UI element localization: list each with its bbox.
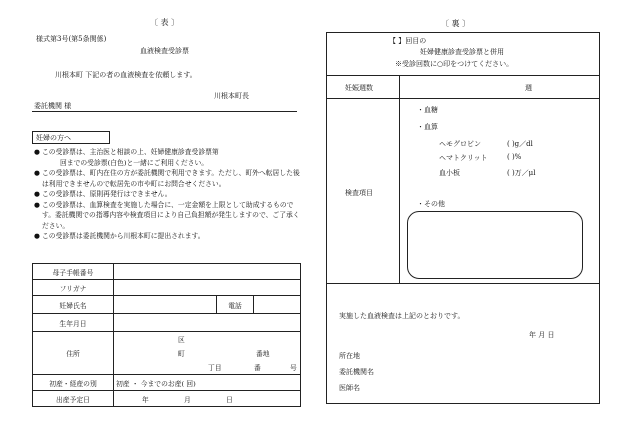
table-row: [33, 264, 301, 280]
boshi-field[interactable]: [114, 264, 301, 280]
institution-label: 委託機関名: [339, 368, 374, 376]
bullet-icon: ●: [34, 169, 40, 177]
consignee-underline: [32, 111, 297, 112]
name-label: 妊婦氏名: [33, 296, 114, 314]
table-row: [33, 314, 301, 332]
other-item: ・その他: [417, 200, 445, 208]
parity-field[interactable]: 初産 ・ 今までのお産( 回): [114, 375, 301, 391]
day-label: 日: [226, 396, 233, 404]
bullet-icon: ●: [34, 200, 40, 209]
consignee-label: 委託機関 様: [34, 102, 72, 110]
address-field[interactable]: [114, 332, 301, 375]
exam-items-label: 検査項目: [345, 189, 373, 197]
chome-label: 丁目: [208, 364, 222, 372]
visit-count-heading: 【 】回目の: [389, 37, 427, 45]
boshi-label: 母子手帳番号: [33, 264, 114, 280]
name-field[interactable]: [114, 296, 217, 314]
due-label: 出産予定日: [33, 391, 114, 407]
blood-sugar-item: ・血糖: [417, 106, 438, 114]
doctor-label: 医師名: [339, 384, 360, 392]
cho-label: 町: [178, 350, 185, 358]
gestation-label: 妊娠週数: [345, 84, 373, 92]
bullet-icon: ●: [34, 190, 40, 198]
notice-item: ● この受診票は、町内在住の方が委託機関で利用できます。ただし、町外へ転居した後は利用できませんので転居先の市や町にお問合せください。: [34, 169, 300, 188]
date-field[interactable]: 年 月 日: [529, 331, 555, 339]
notice-item: ● この受診票は、主治医と相談の上、妊婦健康診査受診票第 回までの受診票(白色)と一緒にご利用ください。: [34, 148, 219, 167]
year-label: 年: [142, 396, 149, 404]
furigana-field[interactable]: [114, 280, 301, 296]
table-row: [33, 391, 301, 407]
mayor-label: 川根本町長: [214, 92, 249, 100]
address-label: 住所: [33, 332, 114, 375]
notice-item: ● この受診票は、原則再発行はできません。: [34, 190, 172, 198]
go-label: 号: [290, 364, 297, 372]
furigana-label: フリガナ: [33, 280, 114, 296]
tel-field[interactable]: [254, 296, 301, 314]
hemoglobin-field[interactable]: ( )g／dl: [507, 140, 533, 148]
platelet-label: 血小板: [439, 169, 460, 177]
birth-field[interactable]: [114, 314, 301, 332]
table-row: [33, 375, 301, 391]
bullet-icon: ●: [34, 148, 40, 156]
parity-label: 初産・経産の別: [33, 375, 114, 391]
page-title: 血液検査受診票: [140, 47, 189, 55]
birth-label: 生年月日: [33, 314, 114, 332]
result-statement: 実施した血液検査は上記のとおりです。: [339, 312, 465, 320]
notice-item: ● この受診票は委託機関から川根本町に提出されます。: [34, 232, 205, 240]
gestation-field[interactable]: 週: [525, 84, 532, 92]
exam-record-frame: [326, 32, 600, 404]
due-field[interactable]: [114, 391, 301, 407]
hemoglobin-label: ヘモグロビン: [439, 140, 481, 148]
tel-label: 電話: [217, 296, 254, 314]
notice-list: [34, 147, 306, 242]
other-notes-box[interactable]: [407, 211, 583, 279]
table-row: [33, 280, 301, 296]
front-side-label: 〔 表 〕: [150, 18, 180, 27]
table-row: [33, 296, 301, 314]
address-label: 所在地: [339, 352, 360, 360]
hematocrit-field[interactable]: ( )%: [507, 153, 522, 161]
ban-label: 番: [254, 364, 261, 372]
circle-note: ※受診回数に○印をつけてください。: [395, 60, 514, 68]
form-number: 様式第3号(第5条関係): [36, 35, 107, 43]
platelet-field[interactable]: ( )万／μl: [507, 169, 536, 177]
month-label: 月: [184, 396, 191, 404]
ku-label: 区: [178, 336, 185, 344]
notice-item: ● この受診票は、血算検査を実施した場合に、一定金額を上限として助成するものです。委託機関での指導内容や検査項目により自己負担額が発生しますので、ご了承ください。: [34, 200, 300, 230]
hematocrit-label: ヘマトクリット: [439, 154, 488, 162]
gestation-row: [327, 75, 599, 99]
back-side-label: 〔 裏 〕: [441, 19, 471, 28]
notice-heading: 妊婦の方へ: [32, 131, 110, 144]
blood-count-item: ・血算: [417, 123, 438, 131]
banchi-label: 番地: [256, 350, 270, 358]
combined-use-heading: 妊婦健康診査受診票と併用: [420, 48, 504, 56]
bullet-icon: ●: [34, 232, 40, 240]
patient-info-table: [32, 263, 301, 407]
table-row: [33, 332, 301, 375]
request-line: 川根本町 下記の者の血液検査を依頼します。: [55, 71, 197, 79]
